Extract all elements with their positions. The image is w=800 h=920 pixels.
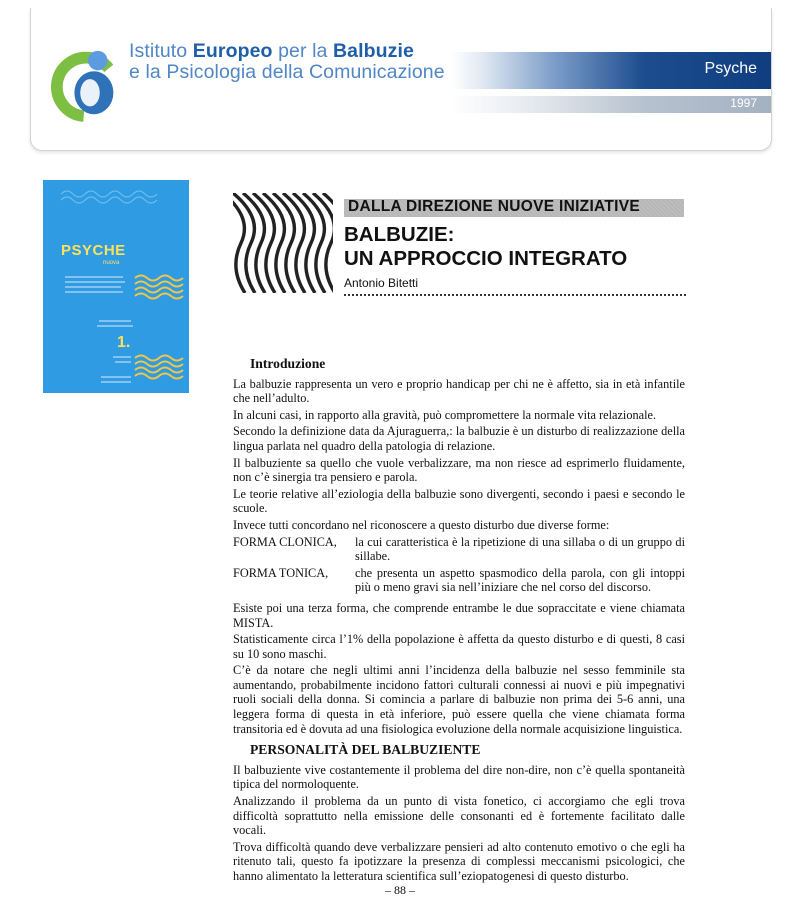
article-body xyxy=(233,357,685,886)
article-author: Antonio Bitetti xyxy=(344,276,419,290)
paragraph: Esiste poi una terza forma, che comprende entrambe le due sopraccitate e viene chiamata MISTA. xyxy=(233,600,685,630)
cover-text-line xyxy=(99,320,131,322)
journal-year: 1997 xyxy=(730,96,757,110)
header-card xyxy=(30,8,772,151)
paragraph: C’è da notare che negli ultimi anni l’incidenza della balbuzie nel sesso femminile sta aumentando, probabilmente incidono fattori culturali connessi ai nuovi e più impegnativi ruoli sociali della donna. Si comincia a parlare di balbuzie non prima dei 5-6 anni, una leggera forma di questa in età inferiore, può essere quella che viene chiamata forma transitoria ed è dovuta ad una fisiologica evoluzione della normale acquisizione linguistica. xyxy=(233,663,685,736)
article-title xyxy=(344,223,627,271)
paragraph: Secondo la definizione data da Ajuraguerra,: la balbuzie è un disturbo di realizzazione della lingua parlata nel quadro della patologia di relazione. xyxy=(233,424,685,453)
definition-term: FORMA CLONICA, xyxy=(233,534,337,549)
paragraph: In alcuni casi, in rapporto alla gravità, può compromettere la normale vita relazionale. xyxy=(233,407,657,422)
paragraph: Analizzando il problema da un punto di vista fonetico, ci accorgiamo che egli trova difficoltà soprattutto nella emissione delle consonanti ed è fortemente facilitato dalle vocali. xyxy=(233,794,685,838)
section-heading: Introduzione xyxy=(250,356,326,371)
cover-text-line xyxy=(65,281,125,283)
cover-subtitle: nuova xyxy=(103,260,120,266)
dotted-divider xyxy=(344,294,686,296)
paragraph: Invece tutti concordano nel riconoscere a questo disturbo due diverse forme: xyxy=(233,517,610,532)
paragraph: Il balbuziente sa quello che vuole verbalizzare, ma non riesce ad esprimerlo fluidamente, non c’è sinergia tra pensiero e parola. xyxy=(233,455,685,485)
paragraph: Il balbuziente vive costantemente il problema del dire non-dire, non c’è quella spontaneità tipica del normoloquente. xyxy=(233,762,685,792)
page-number: – 88 – xyxy=(385,883,415,897)
cover-issue-number: 1. xyxy=(117,334,131,351)
section-heading: PERSONALITÀ DEL BALBUZIENTE xyxy=(250,742,481,758)
article-title-line1: BALBUZIE: xyxy=(344,223,455,246)
cover-text-line xyxy=(101,381,131,383)
institute-name-line2: e la Psicologia della Comunicazione xyxy=(129,61,445,83)
cover-text-line xyxy=(65,286,121,288)
cover-text-line xyxy=(115,361,131,363)
definition-desc: che presenta un aspetto spasmodico della parola, con gli intoppi più o meno gravi sia nell’iniziare che nel corso del discorso. xyxy=(355,565,685,595)
paragraph: Le teorie relative all’eziologia della balbuzie sono divergenti, secondo i paesi e secondo le scuole. xyxy=(233,486,685,516)
magazine-cover-image xyxy=(43,180,189,393)
cover-text-line xyxy=(65,276,123,278)
paragraph: Trova difficoltà quando deve verbalizzare pensieri ad alto contenuto emotivo o che egli ha ritenuto tali, questo fa ipotizzare la presenza di complessi meccanismi psicologici, che hanno alimentato la letteratura scientifica sull’eziopatogenesi di questo disturbo. xyxy=(233,839,685,883)
year-bar xyxy=(451,96,771,113)
journal-banner xyxy=(451,52,771,89)
cover-text-line xyxy=(113,356,131,358)
institute-logo-icon xyxy=(51,44,129,122)
section-label: DALLA DIREZIONE NUOVE INIZIATIVE xyxy=(348,198,641,215)
definition-row xyxy=(233,535,685,564)
article-title-line2: UN APPROCCIO INTEGRATO xyxy=(344,247,628,270)
section-strip xyxy=(344,199,684,217)
institute-name xyxy=(129,41,445,83)
definition-term: FORMA TONICA, xyxy=(233,565,329,580)
cover-title: PSYCHE xyxy=(61,242,126,259)
paragraph: Statisticamente circa l’1% della popolazione è affetta da questo disturbo e di questi, 8 casi su 10 sono maschi. xyxy=(233,632,685,661)
definition-row xyxy=(233,566,685,595)
wave-pattern-icon xyxy=(233,193,333,293)
cover-text-line xyxy=(101,376,131,378)
definition-desc: la cui caratteristica è la ripetizione di una sillaba o di un gruppo di sillabe. xyxy=(355,534,685,564)
paragraph: La balbuzie rappresenta un vero e proprio handicap per chi ne è affetto, sia in età infantile che nell’adulto. xyxy=(233,376,685,406)
cover-text-line xyxy=(97,325,133,327)
cover-text-line xyxy=(65,291,123,293)
institute-name-line1: Istituto Europeo per la Balbuzie xyxy=(129,40,414,62)
journal-title: Psyche xyxy=(704,60,757,77)
